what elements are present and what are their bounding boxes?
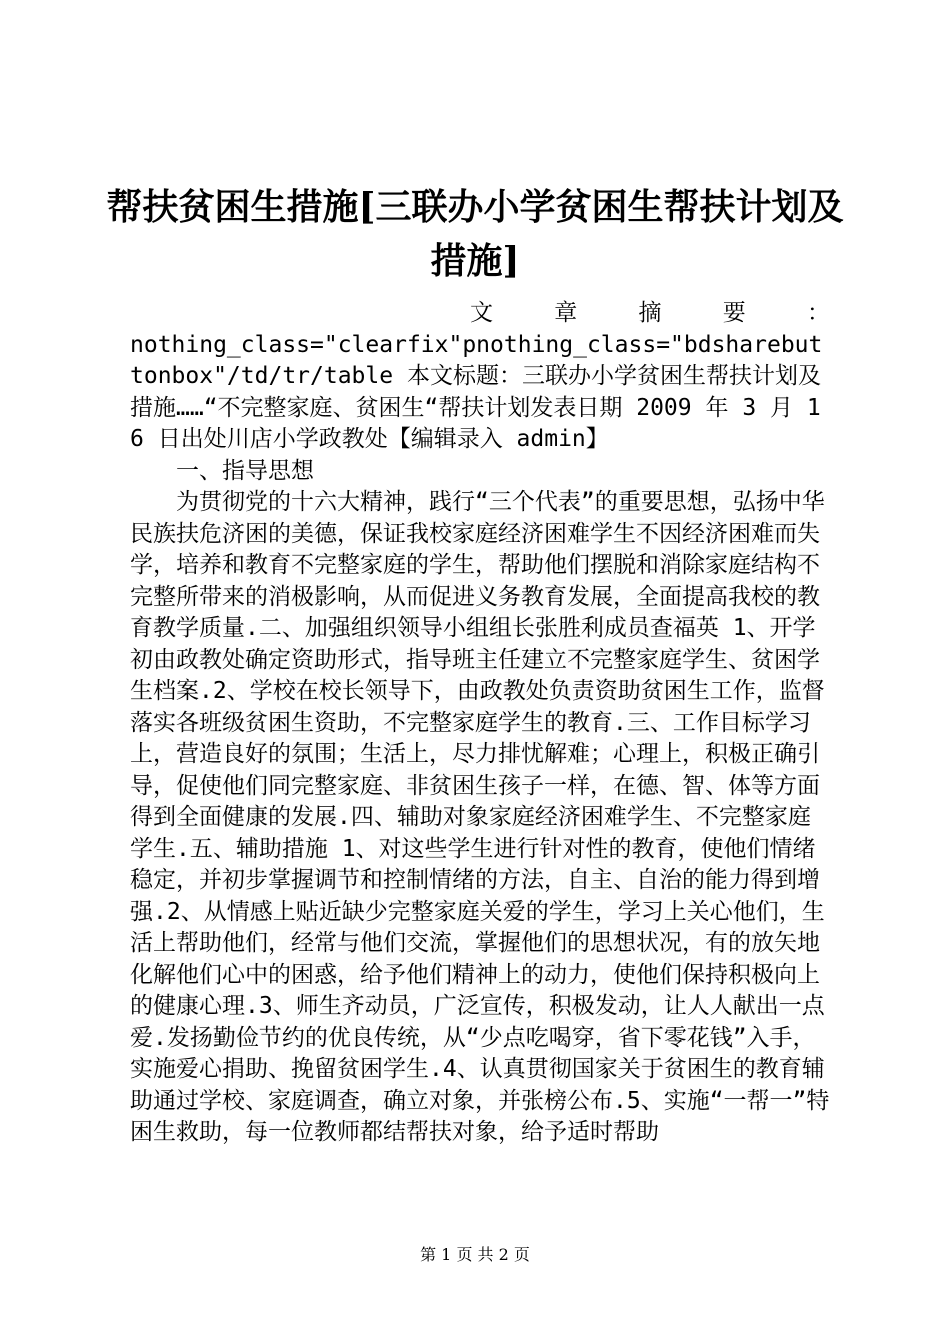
section-heading: 一、指导思想 bbox=[176, 457, 314, 484]
body-paragraph: 为贯彻党的十六大精神，践行“三个代表”的重要思想，弘扬中华民族扶危济困的美德，保证我校家庭经济困难学生不因经济困难而失学，培养和教育不完整家庭的学生，帮助他们摆脱和消除家庭结构不完整所带来的消极影响，从而促进义务教育发展，全面提高我校的教育教学质量.二、加强组织领导小组组长张胜利成员查福英 1、开学初由政教处确定资助形式，指导班主任建立不完整家庭学生、贫困学生档案.2、学校在校长领导下，由政教处负责资助贫困生工作，监督落实各班级贫困生资助，不完整家庭学生的教育.三、工作目标学习上，营造良好的氛围；生活上，尽力排忧解难；心理上，积极正确引导，促使他们同完整家庭、非贫困生孩子一样，在德、智、体等方面得到全面健康的发展.四、辅助对象家庭经济困难学生、不完整家庭学生.五、辅助措施 1、对这些学生进行针对性的教育，使他们情绪稳定，并初步掌握调节和控制情绪的方法，自主、自治的能力得到增强.2、从情感上贴近缺少完整家庭关爱的学生，学习上关心他们，生活上帮助他们，经常与他们交流，掌握他们的思想状况，有的放矢地化解他们心中的困惑，给予他们精神上的动力，使他们保持积极向上的健康心理.3、师生齐动员，广泛宣传，积极发动，让人人献出一点爱.发扬勤俭节约的优良传统，从“少点吃喝穿，省下零花钱”入手，实施爱心捐助、挽留贫困学生.4、认真贯彻国家关于贫困生的教育辅助通过学校、家庭调查，确立对象，并张榜公布.5、实施“一帮一”特困生救助，每一位教师都结帮扶对象，给予适时帮助 bbox=[130, 489, 830, 1145]
abstract-label: 文 章 摘 要 ： bbox=[470, 300, 830, 326]
document-title: 帮扶贫困生措施[三联办小学贫困生帮扶计划及措施] bbox=[106, 186, 844, 282]
intro-paragraph: nothing_class="clearfix"pnothing_class="bdsharebuttonbox"/td/tr/table 本文标题：三联办小学贫困生帮扶计划及措施……“不完整家庭、贫困生“帮扶计划发表日期 2009 年 3 月 16 日出处川店小学政教处【编辑录入 admin】 bbox=[130, 331, 823, 452]
document-body bbox=[130, 298, 830, 1149]
page-footer: 第 1 页 共 2 页 bbox=[420, 1245, 530, 1264]
